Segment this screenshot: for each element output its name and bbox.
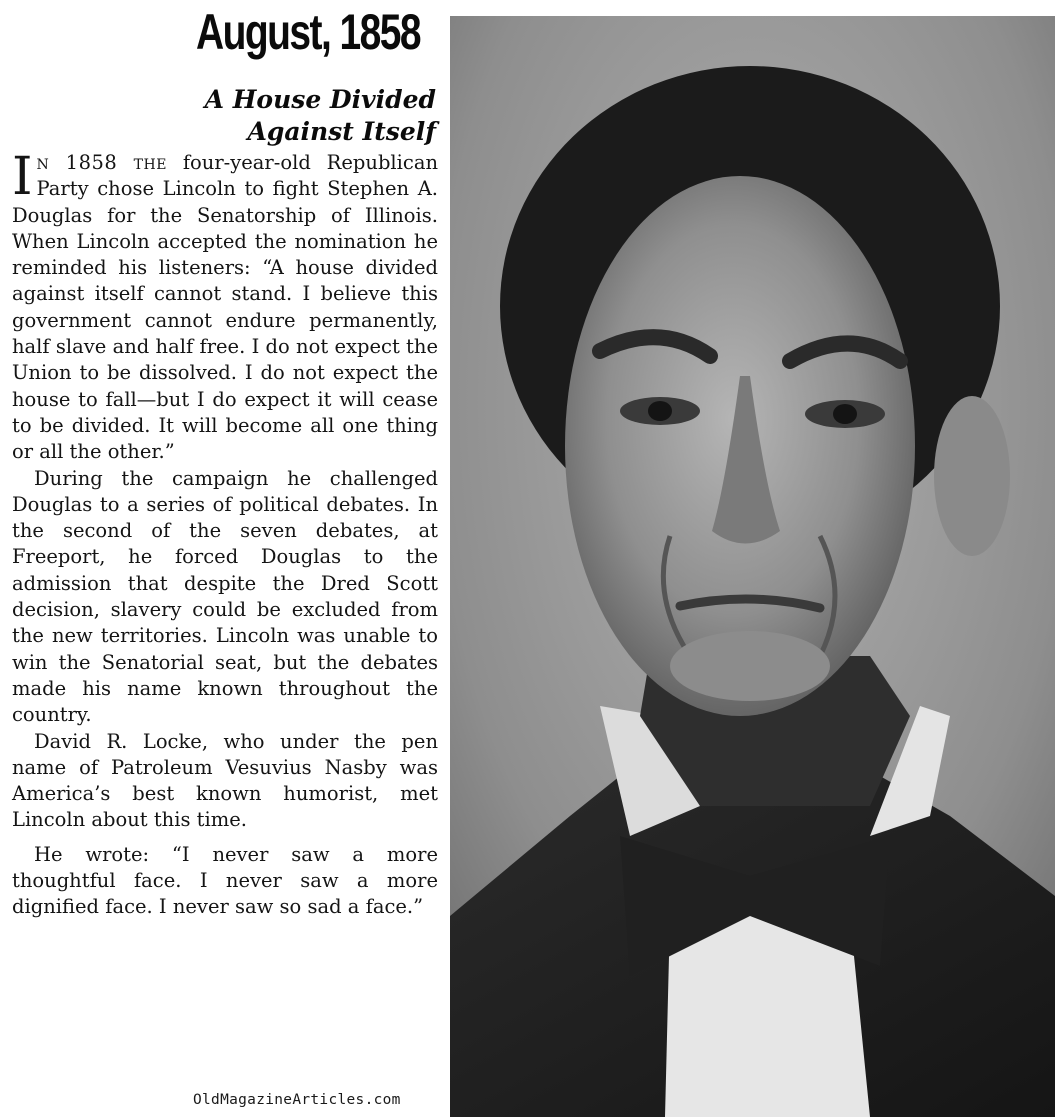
lincoln-portrait-photo [450, 16, 1055, 1117]
headline-line-2: Against Itself [247, 117, 436, 146]
article-headline [205, 84, 436, 148]
pupil-right [833, 404, 857, 424]
ear-shape [934, 396, 1010, 556]
paragraph-1 [12, 147, 439, 466]
pupil-left [648, 401, 672, 421]
chin-shape [670, 631, 830, 701]
article-column [8, 0, 440, 1117]
site-watermark: OldMagazineArticles.com [193, 1092, 401, 1108]
article-body [12, 147, 439, 921]
paragraph-1-text: four-year-old Republican Party chose Lincoln to fight Stephen A. Douglas for the Senatorship of Illinois. When Lincoln accepted the nomination he reminded his listeners: “A house divided against itself cannot stand. I believe this government cannot endure permanently, half slave and half free. I do not expect the Union to be dissolved. I do not expect the house to fall—but I do expect it will cease to be divided. It will become all one thing or all the other.” [12, 151, 439, 464]
lead-in-caps: n 1858 the [36, 151, 167, 174]
paragraph-2: During the campaign he challenged Douglas to a series of political debates. In the second of the seven debates, at Freeport, he forced Douglas to the admission that despite the Dred Scott decision, slavery could be excluded from the new territories. Lincoln was unable to win the Senatorial seat, but the debates made his name known throughout the country. [12, 466, 438, 727]
paragraph-3: David R. Locke, who under the pen name of Patroleum Vesuvius Nasby was America’s best known humorist, met Lincoln about this time. [12, 729, 438, 832]
drop-cap: I [12, 147, 33, 207]
headline-line-1: A House Divided [204, 85, 436, 114]
portrait-image [450, 16, 1055, 1117]
paragraph-4: He wrote: “I never saw a more thoughtful face. I never saw a more dignified face. I never saw so sad a face.” [12, 842, 438, 919]
date-heading: August, 1858 [196, 4, 421, 60]
